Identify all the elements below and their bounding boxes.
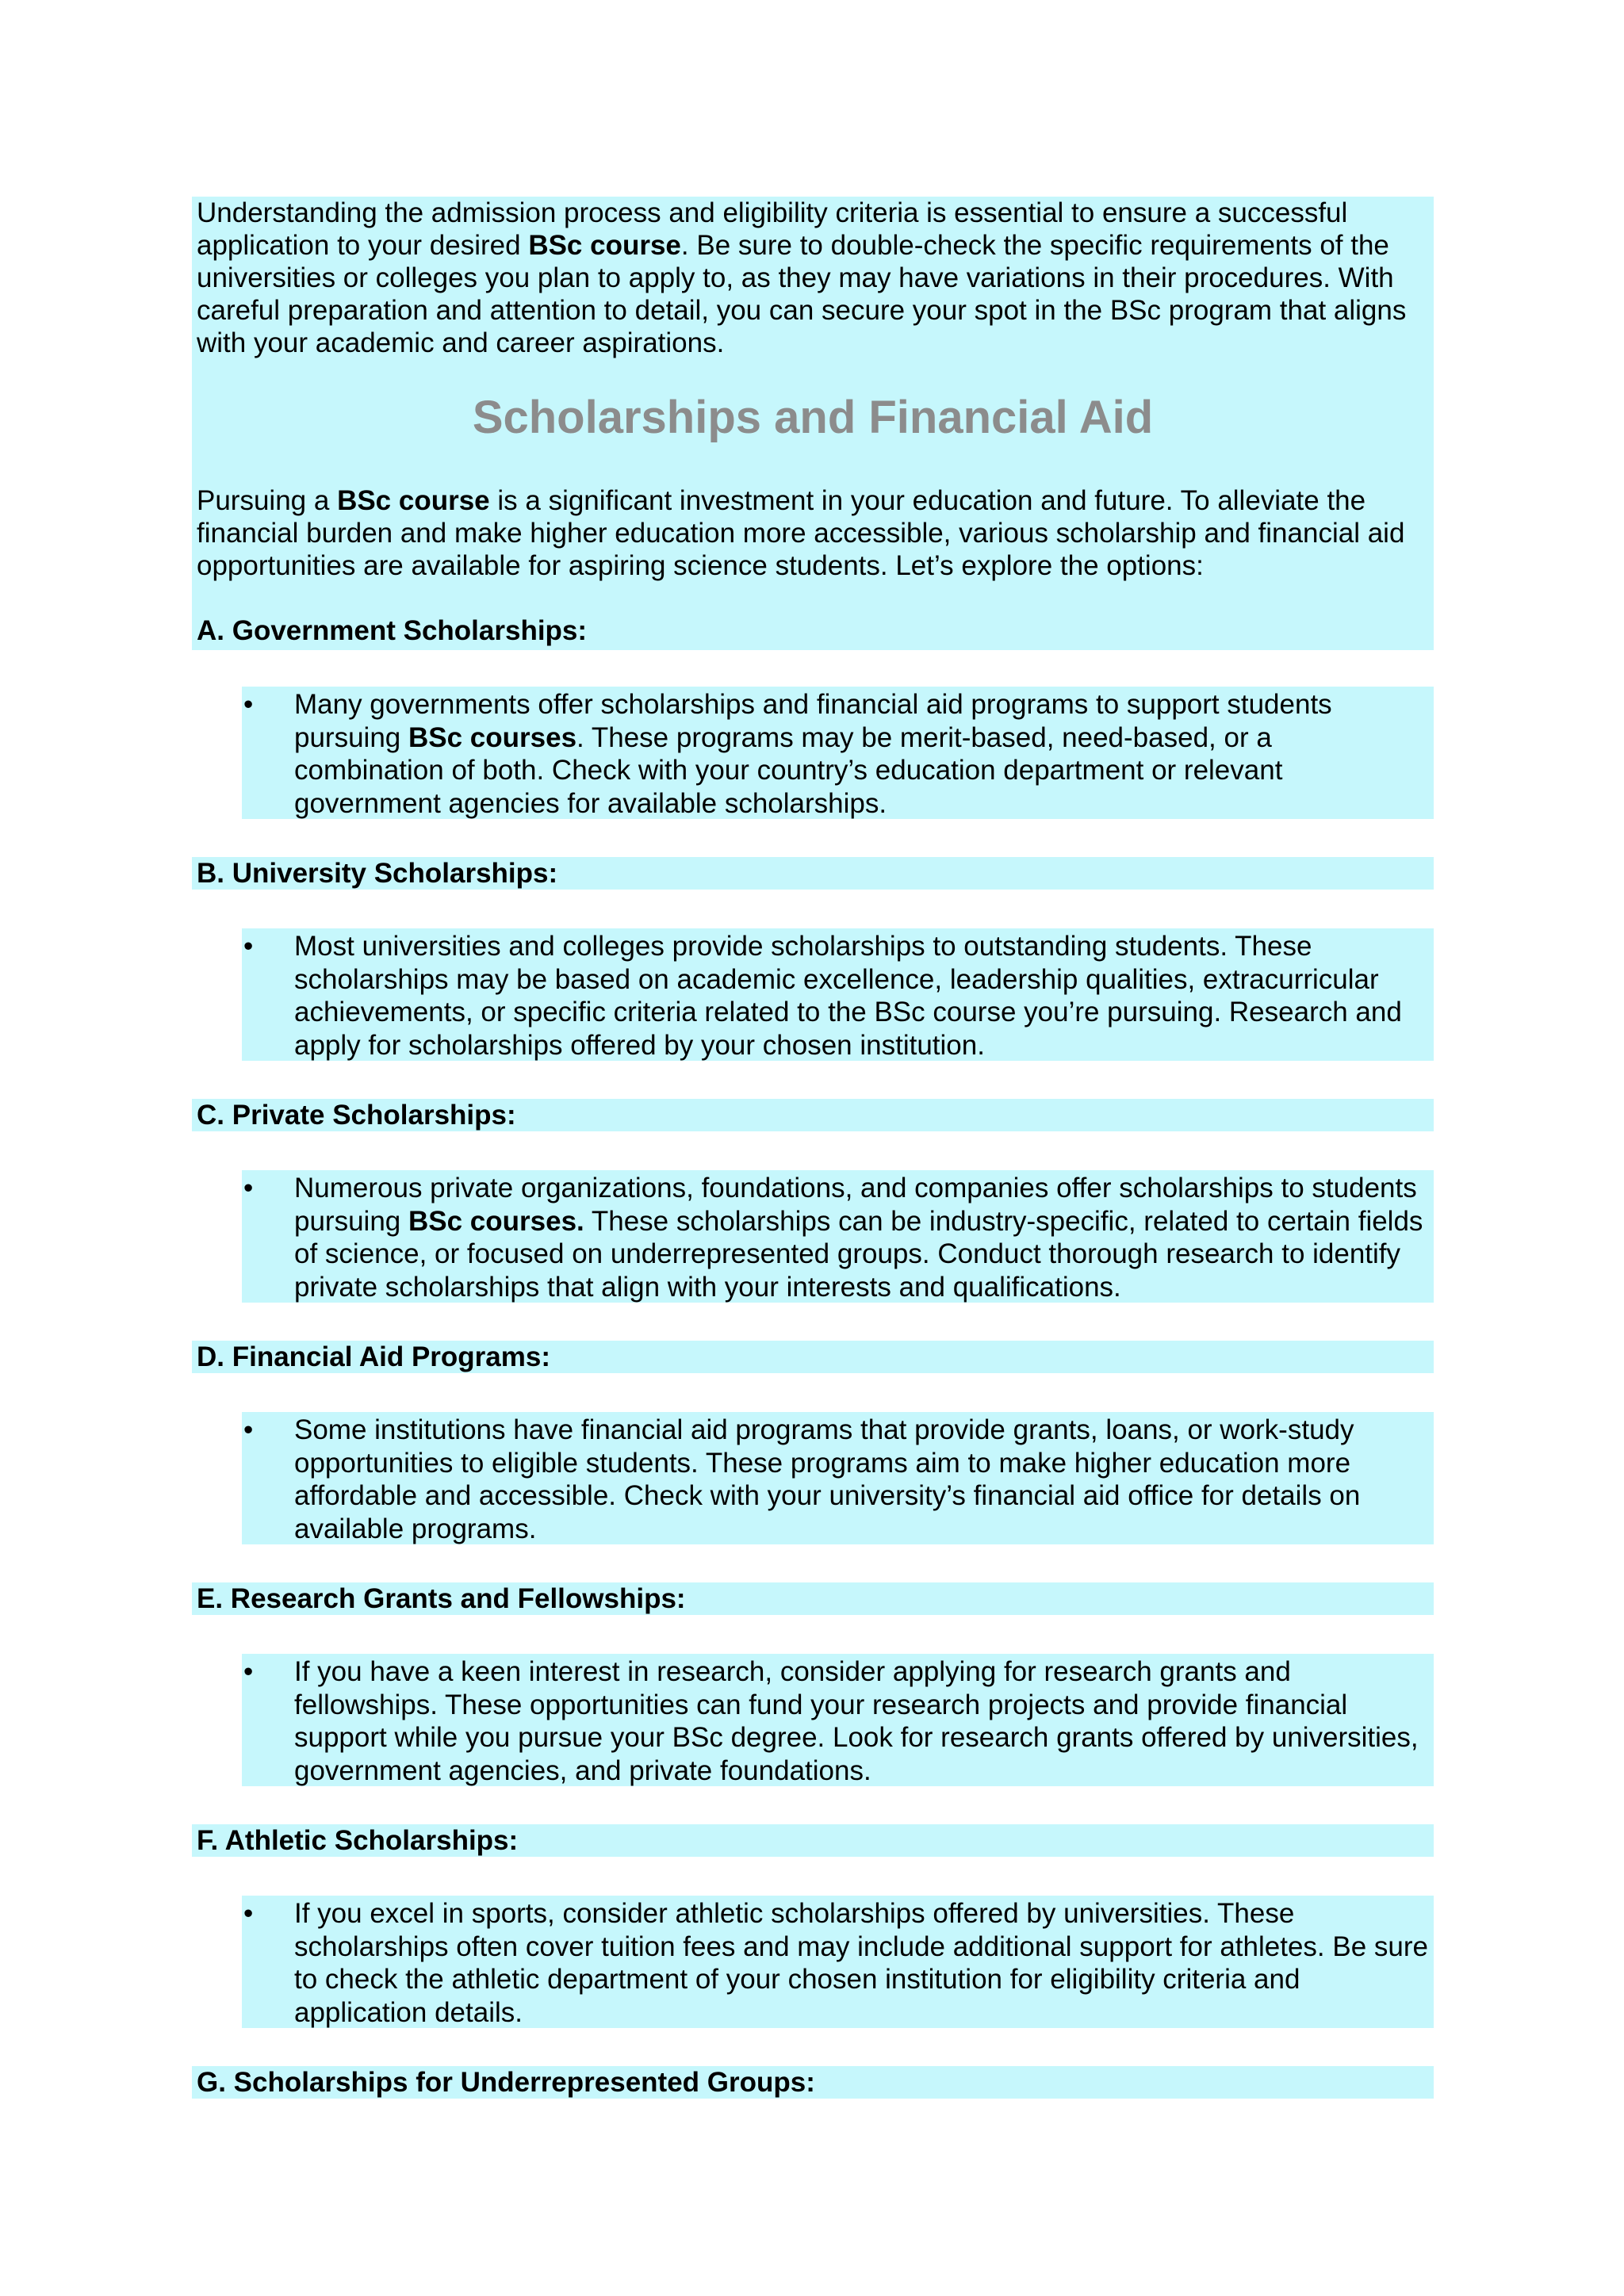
bullet-text: Many governments offer scholarships and financial aid programs to support students pursuing BSc courses. These programs may be merit-based, need-based, or a combination of both. Check with your country’s education department or relevant government agencies for available scholarships. (294, 689, 1332, 819)
section-heading: Scholarships and Financial Aid (472, 392, 1154, 443)
subheading-private-scholarships: C. Private Scholarships: (192, 1099, 1434, 1131)
bullet-text: Some institutions have financial aid programs that provide grants, loans, or work-study opportunities to eligible students. These programs aim to make higher education more affordable and accessible. Check with your university’s financial aid office for details on available programs. (294, 1414, 1361, 1544)
list-item (242, 1412, 1434, 1544)
bullet-icon: • (243, 1656, 254, 1687)
bullet-text: If you have a keen interest in research, consider applying for research grants and fellowships. These opportunities can fund your research projects and provide financial support while you pursue your BSc degree. Look for research grants offered by universities, government agencies, and private foundations. (294, 1656, 1419, 1786)
list-item (242, 687, 1434, 819)
bold-term: BSc courses. (408, 1205, 584, 1237)
bullet-icon: • (243, 689, 254, 720)
subheading-underrepresented-groups: G. Scholarships for Underrepresented Groups: (192, 2066, 1434, 2099)
list-item (242, 928, 1434, 1061)
pursuing-paragraph: Pursuing a BSc course is a significant investment in your education and future. To alleviate the financial burden and make higher education more accessible, various scholarship and financial aid opportunities are available for aspiring science students. Let’s explore the options: (197, 485, 1405, 581)
bullet-text: Numerous private organizations, foundations, and companies offer scholarships to students pursuing BSc courses. These scholarships can be industry-specific, related to certain fields of science, or focused on underrepresented groups. Conduct thorough research to identify private scholarships that align with your interests and qualifications. (294, 1173, 1423, 1303)
subheading-athletic-scholarships: F. Athletic Scholarships: (192, 1824, 1434, 1857)
bullet-text: If you excel in sports, consider athletic scholarships offered by universities. These scholarships often cover tuition fees and may include additional support for athletes. Be sure to check the athletic department of your chosen institution for eligibility criteria and application details. (294, 1898, 1428, 2028)
bullet-icon: • (243, 1173, 254, 1203)
subheading-government-scholarships: A. Government Scholarships: (197, 615, 588, 646)
list-item (242, 1896, 1434, 2028)
subheading-financial-aid-programs: D. Financial Aid Programs: (192, 1341, 1434, 1373)
bold-term: BSc course (528, 230, 681, 261)
subheading-research-grants: E. Research Grants and Fellowships: (192, 1582, 1434, 1615)
bold-term: BSc course (337, 485, 490, 516)
bullet-icon: • (243, 1414, 254, 1445)
bullet-icon: • (243, 931, 254, 962)
intro-paragraph: Understanding the admission process and eligibility criteria is essential to ensure a successful application to your desired BSc course. Be sure to double-check the specific requirements of the universities or colleges you plan to apply to, as they may have variations in their procedures. With careful preparation and attention to detail, you can secure your spot in the BSc program that aligns with your academic and career aspirations. (197, 197, 1407, 358)
list-item (242, 1654, 1434, 1786)
list-item (242, 1170, 1434, 1303)
bullet-icon: • (243, 1898, 254, 1929)
subheading-university-scholarships: B. University Scholarships: (192, 857, 1434, 890)
intro-block (192, 197, 1434, 650)
bold-term: BSc courses (408, 721, 577, 753)
bullet-text: Most universities and colleges provide scholarships to outstanding students. These scholarships may be based on academic excellence, leadership qualities, extracurricular achievements, or specific criteria related to the BSc course you’re pursuing. Research and apply for scholarships offered by your chosen institution. (294, 931, 1402, 1061)
